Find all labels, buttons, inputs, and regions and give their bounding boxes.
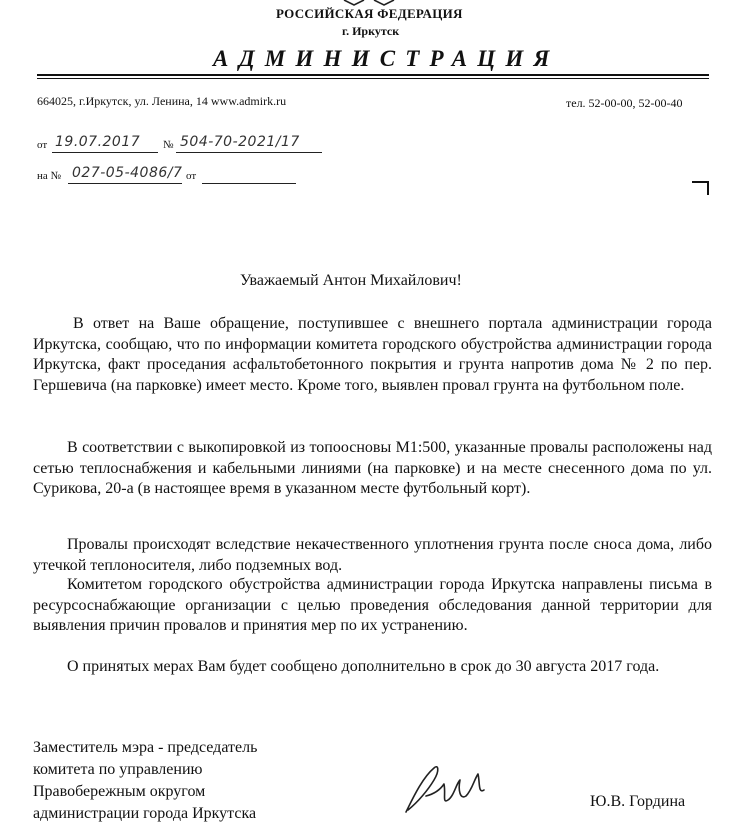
address-line: 664025, г.Иркутск, ул. Ленина, 14 www.admirk.ru (37, 94, 287, 108)
date-value: 19.07.2017 (55, 134, 141, 150)
number-underline (176, 152, 322, 153)
paragraph-1: В ответ на Ваше обращение, поступившее с внешнего портала администрации города Иркутска, сообщаю, что по информации комитета городского обустройства администрации города Иркутска, факт проседания асфальтобетонного покрытия и грунта напротив дома № 2 по пер. Гершевича (на парковке) имеет место. Кроме того, выявлен провал грунта на футбольном поле. (33, 315, 712, 394)
number-label: № (163, 139, 174, 151)
country-title: РОССИЙСКАЯ ФЕДЕРАЦИЯ (276, 6, 463, 21)
header-rule-thick (37, 74, 709, 76)
date-underline (52, 152, 158, 153)
reference-date-underline (202, 183, 296, 184)
reference-label: на № (37, 170, 62, 182)
phone-line: тел. 52-00-00, 52-00-40 (566, 96, 683, 110)
header-rule-thin (37, 78, 709, 79)
reference-date-label: от (186, 170, 197, 182)
signatory-name: Ю.В. Гордина (590, 793, 686, 810)
date-label: от (37, 139, 48, 151)
address-corner-mark-vertical (707, 181, 709, 195)
number-value: 504-70-2021/17 (180, 134, 300, 150)
handwritten-signature (400, 760, 490, 820)
signatory-title-line-3: Правобережным округом (33, 783, 206, 800)
signatory-title-line-1: Заместитель мэра - председатель (33, 739, 258, 756)
organization-title: АДМИНИСТРАЦИЯ (213, 46, 560, 71)
greeting: Уважаемый Антон Михайлович! (240, 272, 462, 289)
signatory-title-line-2: комитета по управлению (33, 761, 203, 778)
paragraph-2: В соответствии с выкопировкой из топоосновы М1:500, указанные провалы расположены над сетью теплоснабжения и кабельными линиями (на парковке) и на месте снесенного дома по ул. Сурикова, 20-а (в настоящее время в указанном месте футбольный корт). (33, 439, 712, 497)
reference-value: 027-05-4086/7 (72, 165, 183, 181)
reference-underline (68, 183, 182, 184)
paragraph-3: Провалы происходят вследствие некачественного уплотнения грунта после сноса дома, либо утечкой теплоносителя, либо подземных вод. (33, 536, 712, 574)
paragraph-5: О принятых мерах Вам будет сообщено дополнительно в срок до 30 августа 2017 года. (67, 658, 660, 675)
signatory-title-line-4: администрации города Иркутска (33, 805, 257, 822)
paragraph-4: Комитетом городского обустройства администрации города Иркутска направлены письма в ресурсоснабжающие организации с целью проведения обследования данной территории для выявления причин провалов и принятия мер по их устранению. (33, 576, 712, 634)
city-title: г. Иркутск (342, 24, 400, 38)
